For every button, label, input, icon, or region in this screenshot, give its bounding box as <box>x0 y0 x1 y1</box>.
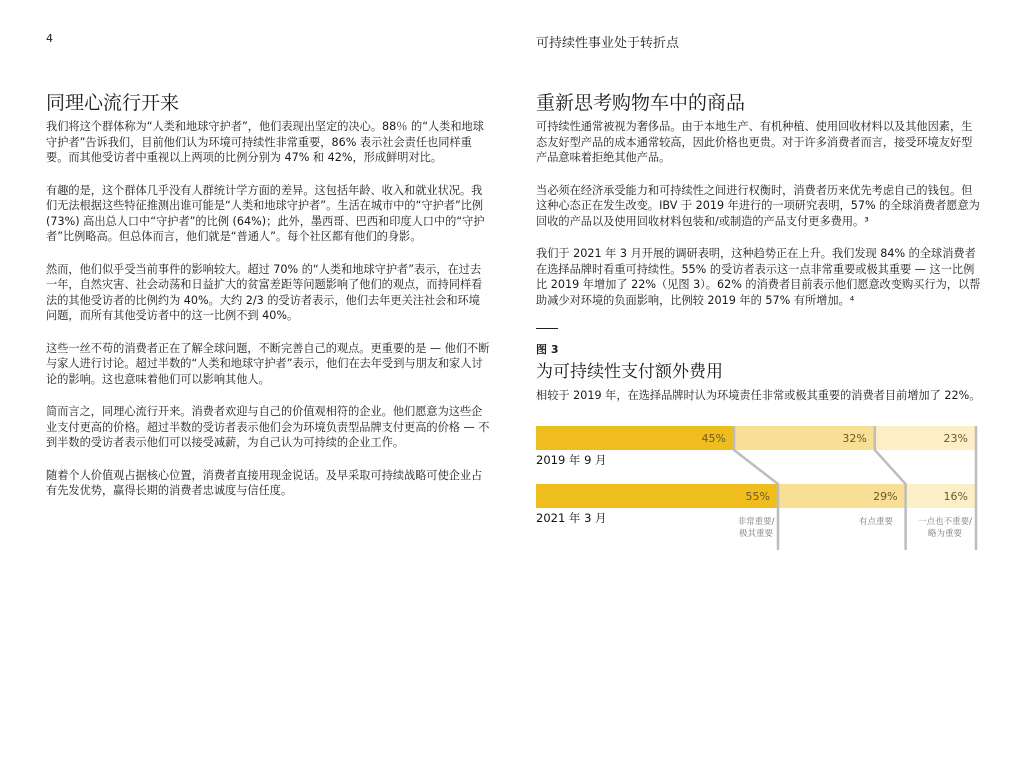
left-paragraph: 有趣的是，这个群体几乎没有人群统计学方面的差异。这包括年龄、收入和就业状况。我们无法根据这些特征推测出谁可能是“人类和地球守护者”。生活在城市中的“守护者”比例 (73%) 高出总人口中“守护者”的比例 (64%)；此外，墨西哥、巴西和印度人口中的“守护者”比例略高。但总体而言，他们就是“普通人”。每个社区都有他们的身影。 <box>46 183 485 243</box>
running-title: 可持续性事业处于转折点 <box>536 36 680 51</box>
legend-item: 有点重要 <box>858 517 893 527</box>
left-paragraph: 简而言之，同理心流行开来。消费者欢迎与自己的价值观相符的企业。他们愿意为这些企业支付更高的价格。超过半数的受访者表示他们会为环境负责型品牌支付更高的价格 — 不到半数的受访者表示他们可以接受减薪，为自己认为可持续的企业工作。 <box>46 405 490 449</box>
right-paragraph: 可持续性通常被视为奢侈品。由于本地生产、有机种植、使用回收材料以及其他因素，生态友好型产品的成本通常较高，因此价格也更贵。对于许多消费者而言，接受环境友好型产品意味着拒绝其他产品。 <box>536 120 973 164</box>
bar-value-label: 23% <box>943 432 968 445</box>
figure-label: 图 3 <box>536 343 559 356</box>
left-paragraph: 这些一丝不苟的消费者正在了解全球问题，不断完善自己的观点。更重要的是 — 他们不断与家人进行讨论。超过半数的“人类和地球守护者”表示，他们在去年受到与朋友和家人讨论的影响。这也意味着他们可以影响其他人。 <box>46 341 490 386</box>
legend-item: 一点也不重要/ 略为重要 <box>918 517 972 539</box>
right-paragraph: 当必须在经济承受能力和可持续性之间进行权衡时，消费者历来优先考虑自己的钱包。但这种心态正在发生改变。IBV 于 2019 年进行的一项研究表明，57% 的全球消费者愿意为回收的产品以及使用回收材料包装和/或制造的产品支付更多费用。³ <box>536 183 980 228</box>
left-paragraph: 我们将这个群体称为“人类和地球守护者”，他们表现出坚定的决心。88％ 的“人类和地球守护者”告诉我们，目前他们认为环境可持续性非常重要，86% 表示社会责任也同样重要。而其他受访者中重视以上两项的比例分别为 47% 和 42%，形成鲜明对比。 <box>46 120 484 164</box>
figure-subtitle: 相较于 2019 年，在选择品牌时认为环境责任非常或极其重要的消费者目前增加了 22%。 <box>536 389 981 402</box>
left-column <box>46 119 491 516</box>
bar-value-label: 29% <box>873 490 898 503</box>
right-heading: 重新思考购物车中的商品 <box>536 92 746 114</box>
left-heading: 同理心流行开来 <box>46 92 180 114</box>
bar-value-label: 32% <box>842 432 867 445</box>
bar-category-label: 2021 年 3 月 <box>536 511 607 525</box>
page-number: 4 <box>46 32 53 45</box>
figure-title: 为可持续性支付额外费用 <box>536 362 723 382</box>
left-paragraph: 然而，他们似乎受当前事件的影响较大。超过 70% 的“人类和地球守护者”表示，在过去一年，自然灾害、社会动荡和日益扩大的贫富差距等问题影响了他们的观点，而持同样看法的其他受访者的比例约为 40%。大约 2/3 的受访者表示，他们去年更关注社会和环境问题，而所有其他受访者中的这一比例不到 40%。 <box>46 262 483 322</box>
bar-category-label: 2019 年 9 月 <box>536 453 607 467</box>
bar-value-label: 16% <box>943 490 968 503</box>
left-paragraph: 随着个人价值观占据核心位置，消费者直接用现金说话。及早采取可持续战略可使企业占有先发优势，赢得长期的消费者忠诚度与信任度。 <box>46 468 483 497</box>
legend-item: 非常重要/ 极其重要 <box>737 517 775 539</box>
bar-value-label: 55% <box>745 490 770 503</box>
bar-value-label: 45% <box>701 432 726 445</box>
right-paragraph: 我们于 2021 年 3 月开展的调研表明，这种趋势正在上升。我们发现 84% 的全球消费者在选择品牌时看重可持续性。55% 的受访者表示这一点非常重要或极其重要 — 这一比例比 2019 年增加了 22%（见图 3）。62% 的消费者目前表示他们愿意改变购买行为，以帮助减少对环境的负面影响，比例较 2019 年的 57% 有所增加。⁴ <box>536 247 981 307</box>
bar-segment <box>536 484 778 508</box>
right-column <box>536 119 981 325</box>
figure-rule <box>536 328 558 329</box>
